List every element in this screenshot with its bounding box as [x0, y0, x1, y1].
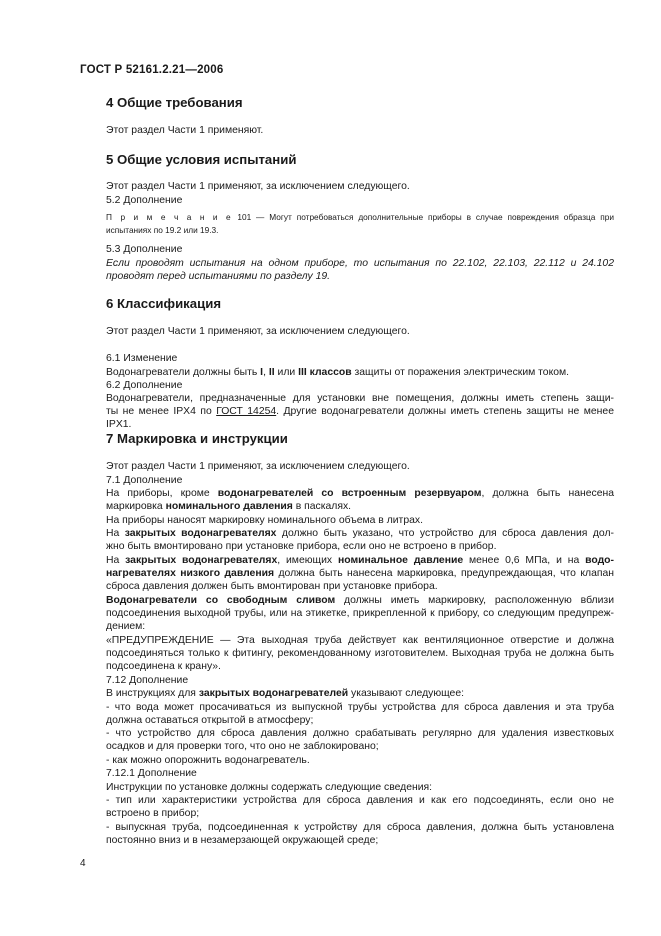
note-text-line2: испытаниях по 19.2 или 19.3.	[106, 225, 219, 235]
list-item: - выпускная труба, подсоединенная к устройству для сброса давления, должна быть установлена постоянно вниз и в незамерзающей окружающей среде;	[106, 822, 614, 847]
list-item: - что вода может просачиваться из выпускной трубы устройства для сброса давления и эта труба должна оставаться открытой в атмосферу;	[106, 702, 614, 727]
subsection-7-12: 7.12 Дополнение	[106, 675, 189, 686]
list-item: - что устройство для сброса давления должно срабатывать регулярно для удаления известковых осадков и для проверки того, что оно не заблокировано;	[106, 728, 614, 753]
section-7-intro: Этот раздел Части 1 применяют, за исключением следующего.	[106, 461, 410, 472]
paragraph-7-12: В инструкциях для закрытых водонагревателей указывают следующее:	[106, 688, 465, 699]
list-item: - как можно опорожнить водонагреватель.	[106, 755, 310, 766]
list-item: - тип или характеристики устройства для сброса давления и как его подсоединять, если оно не встроено в прибор;	[106, 795, 614, 820]
section-4-text: Этот раздел Части 1 применяют.	[106, 125, 264, 136]
subsection-5-3: 5.3 Дополнение	[106, 244, 183, 255]
note-text-line1: 101 — Могут потребоваться дополнительные приборы в случае повреждения образца при	[232, 212, 615, 222]
section-4-heading: 4 Общие требования	[106, 95, 243, 110]
note-label: П р и м е ч а н и е	[106, 212, 233, 222]
subsection-5-3-text	[106, 257, 614, 283]
section-7-heading: 7 Маркировка и инструкции	[106, 431, 288, 446]
section-6-heading: 6 Классификация	[106, 296, 222, 311]
paragraph-7-1-c: На закрытых водонагревателях должно быть указано, что устройство для сброса давления дол- жно быть вмонтировано при установке прибора, если оно не встроено в прибор.	[106, 528, 614, 553]
page-number: 4	[80, 858, 86, 869]
paragraph-7-1-a: На приборы, кроме водонагревателей со встроенным резервуаром, должна быть нанесена маркировка номинального давления в паскалях.	[106, 488, 614, 513]
section-6-intro: Этот раздел Части 1 применяют, за исключением следующего.	[106, 326, 410, 337]
s53-line2: проводят перед испытаниями по разделу 19.	[106, 271, 331, 283]
section-5-heading: 5 Общие условия испытаний	[106, 152, 297, 167]
paragraph-7-1-b: На приборы наносят маркировку номинального объема в литрах.	[106, 515, 423, 526]
subsection-5-2: 5.2 Дополнение	[106, 195, 183, 206]
gost-14254-link[interactable]: ГОСТ 14254	[216, 406, 277, 418]
paragraph-7-1-d: На закрытых водонагревателях, имеющих номинальное давление менее 0,6 МПа, и на водо- нагревателях низкого давления должна быть нанесена маркировка, предупреждающая, что клапан сброса давления должен быть вмонтирован при установке прибора.	[106, 555, 614, 593]
s53-line1: Если проводят испытания на одном приборе, то испытания по 22.102, 22.103, 22.112 и 24.102	[106, 258, 614, 269]
paragraph-7-12-1: Инструкции по установке должны содержать следующие сведения:	[106, 782, 433, 793]
document-header: ГОСТ Р 52161.2.21—2006	[80, 64, 224, 76]
subsection-7-1: 7.1 Дополнение	[106, 475, 183, 486]
warning-text: «ПРЕДУПРЕЖДЕНИЕ — Эта выходная труба действует как вентиляционное отверстие и должна подсоединяться только к фитингу, рекомендованному изготовителем. Выходная труба не должна быть подсоединена к крану».	[106, 635, 614, 673]
paragraph-7-1-e: Водонагреватели со свободным сливом должны иметь маркировку, расположенную вблизи подсоединения выходной трубы, или на этикетке, прикрепленной к прибору, со следующим предупреж- дением:	[106, 595, 614, 633]
subsection-6-2-text: Водонагреватели, предназначенные для установки вне помещения, должны иметь степень защи- ты не менее IPX4 по ГОСТ 14254. Другие водонагреватели должны иметь степень защиты не менее IPX1.	[106, 393, 614, 431]
note-101	[106, 211, 614, 237]
subsection-6-1-text: Водонагреватели должны быть I, II или III классов защиты от поражения электрическим током.	[106, 367, 570, 378]
subsection-6-2: 6.2 Дополнение	[106, 380, 183, 391]
subsection-7-12-1: 7.12.1 Дополнение	[106, 768, 197, 779]
subsection-6-1: 6.1 Изменение	[106, 353, 178, 364]
section-5-intro: Этот раздел Части 1 применяют, за исключением следующего.	[106, 181, 410, 192]
